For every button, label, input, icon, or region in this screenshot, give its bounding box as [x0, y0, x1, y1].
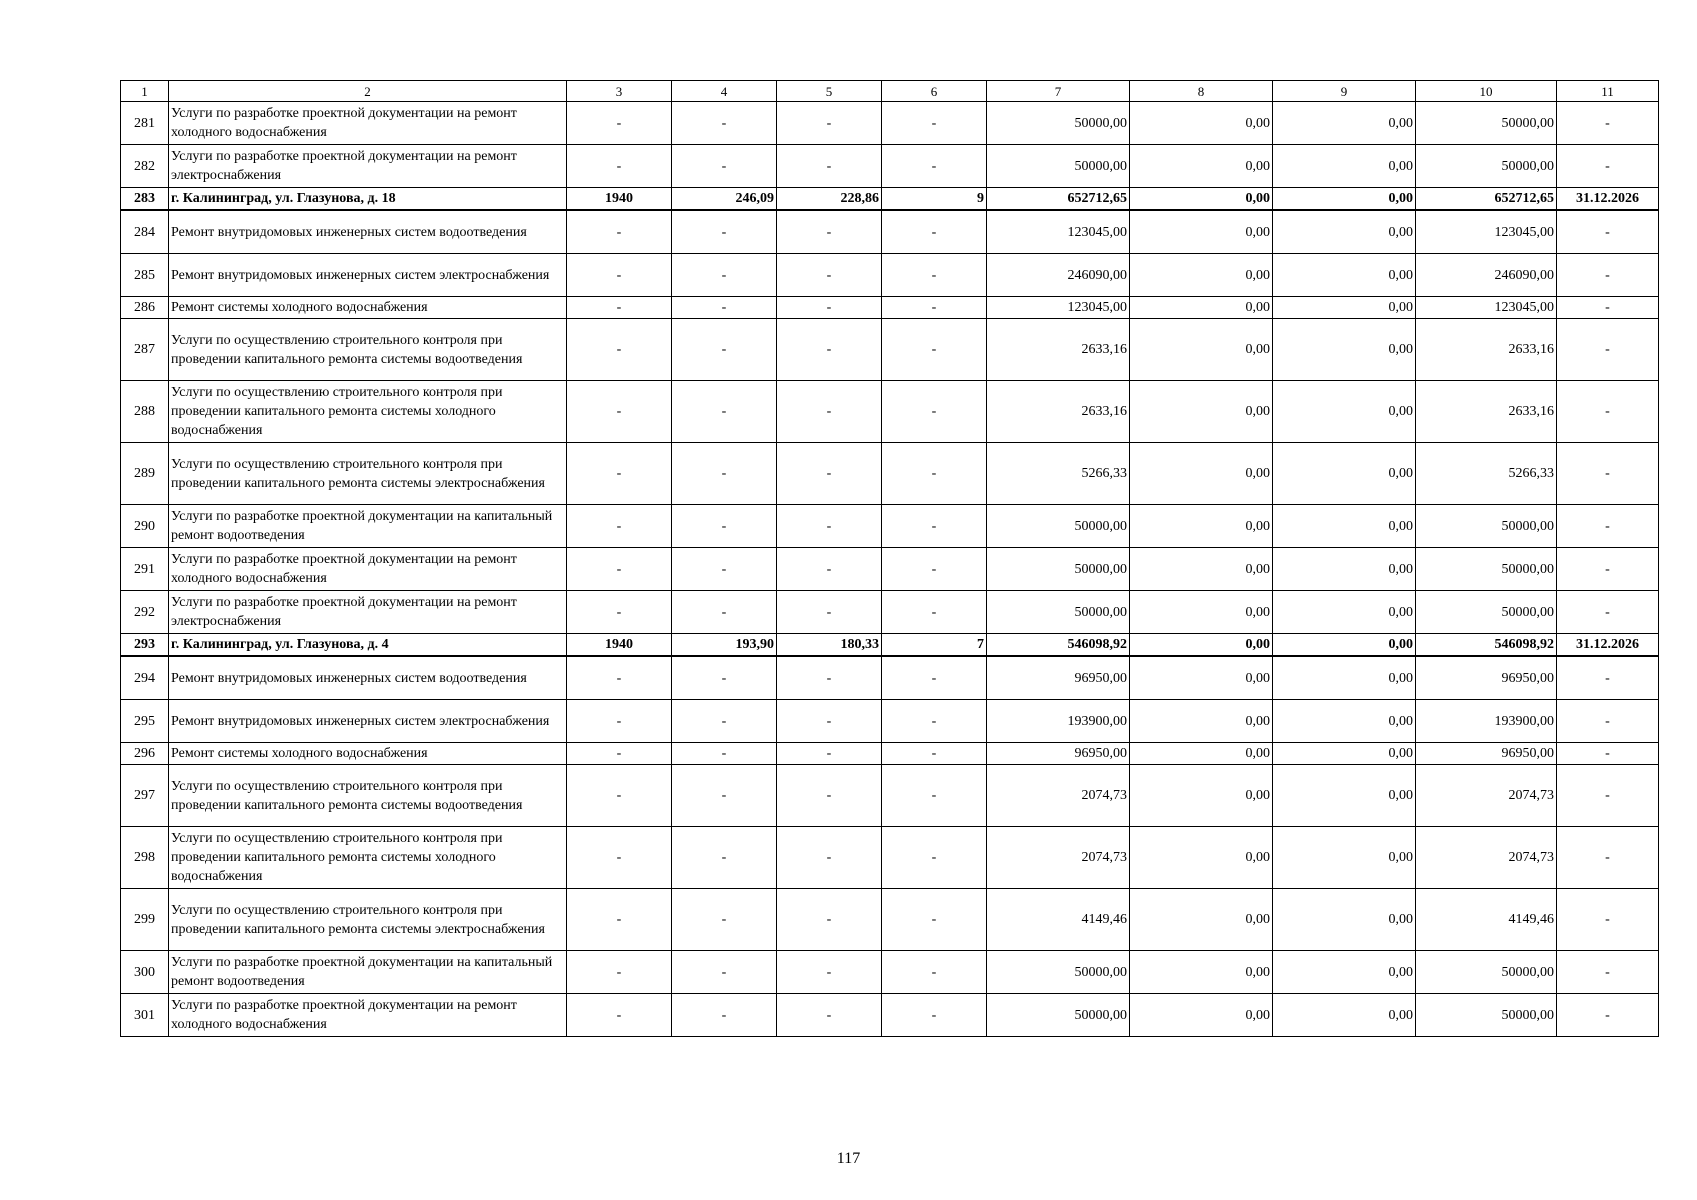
col-5-value: -	[777, 743, 882, 765]
col-4-value: -	[672, 254, 777, 297]
col-11-deadline: -	[1557, 743, 1659, 765]
col-3-value: -	[567, 889, 672, 951]
work-description: Услуги по разработке проектной документации на ремонт электроснабжения	[169, 145, 567, 188]
work-item-row	[121, 210, 1659, 254]
col-4-value: -	[672, 591, 777, 634]
col-4-value: -	[672, 700, 777, 743]
row-number: 283	[121, 188, 169, 211]
col-10-amount: 5266,33	[1416, 443, 1557, 505]
col-6-value: -	[882, 443, 987, 505]
work-description: Услуги по осуществлению строительного контроля при проведении капитального ремонта системы водоотведения	[169, 319, 567, 381]
col-9-amount: 0,00	[1273, 505, 1416, 548]
col-5-value: -	[777, 297, 882, 319]
col-7-amount: 50000,00	[987, 548, 1130, 591]
col-7-amount: 50000,00	[987, 505, 1130, 548]
col-10-amount: 50000,00	[1416, 102, 1557, 145]
col-5-value: -	[777, 102, 882, 145]
row-number: 292	[121, 591, 169, 634]
col-6-value: -	[882, 319, 987, 381]
page-number: 117	[836, 1150, 861, 1167]
col-4-value: 246,09	[672, 188, 777, 211]
col-4-value: -	[672, 443, 777, 505]
column-number: 9	[1273, 81, 1416, 102]
work-description: Услуги по осуществлению строительного контроля при проведении капитального ремонта системы холодного водоснабжения	[169, 381, 567, 443]
work-description: Услуги по осуществлению строительного контроля при проведении капитального ремонта системы холодного водоснабжения	[169, 827, 567, 889]
col-3-value: -	[567, 743, 672, 765]
col-11-deadline: -	[1557, 889, 1659, 951]
row-number: 295	[121, 700, 169, 743]
col-5-value: -	[777, 591, 882, 634]
col-8-amount: 0,00	[1130, 591, 1273, 634]
address-row	[121, 634, 1659, 657]
col-4-value: -	[672, 889, 777, 951]
col-5-value: -	[777, 656, 882, 700]
col-9-amount: 0,00	[1273, 319, 1416, 381]
row-number: 291	[121, 548, 169, 591]
col-9-amount: 0,00	[1273, 297, 1416, 319]
col-6-value: -	[882, 548, 987, 591]
col-9-amount: 0,00	[1273, 656, 1416, 700]
col-6-value: -	[882, 210, 987, 254]
col-3-value: -	[567, 381, 672, 443]
col-8-amount: 0,00	[1130, 889, 1273, 951]
col-10-amount: 96950,00	[1416, 656, 1557, 700]
work-description: Ремонт системы холодного водоснабжения	[169, 743, 567, 765]
work-description: Ремонт системы холодного водоснабжения	[169, 297, 567, 319]
col-3-value: -	[567, 102, 672, 145]
col-11-deadline: -	[1557, 254, 1659, 297]
row-number: 290	[121, 505, 169, 548]
col-10-amount: 4149,46	[1416, 889, 1557, 951]
work-item-row	[121, 319, 1659, 381]
col-6-value: -	[882, 102, 987, 145]
col-4-value: 193,90	[672, 634, 777, 657]
col-6-value: -	[882, 145, 987, 188]
col-5-value: 228,86	[777, 188, 882, 211]
col-5-value: -	[777, 700, 882, 743]
col-4-value: -	[672, 765, 777, 827]
col-3-value: -	[567, 951, 672, 994]
work-item-row	[121, 505, 1659, 548]
col-4-value: -	[672, 145, 777, 188]
col-5-value: -	[777, 548, 882, 591]
col-8-amount: 0,00	[1130, 145, 1273, 188]
col-7-amount: 50000,00	[987, 102, 1130, 145]
col-8-amount: 0,00	[1130, 994, 1273, 1037]
col-7-amount: 5266,33	[987, 443, 1130, 505]
col-7-amount: 50000,00	[987, 591, 1130, 634]
work-description: Ремонт внутридомовых инженерных систем водоотведения	[169, 656, 567, 700]
col-11-deadline: -	[1557, 145, 1659, 188]
col-10-amount: 193900,00	[1416, 700, 1557, 743]
col-11-deadline: -	[1557, 381, 1659, 443]
work-description: Услуги по разработке проектной документации на ремонт холодного водоснабжения	[169, 548, 567, 591]
work-item-row	[121, 297, 1659, 319]
col-7-amount: 50000,00	[987, 145, 1130, 188]
row-number: 286	[121, 297, 169, 319]
col-9-amount: 0,00	[1273, 102, 1416, 145]
col-6-value: -	[882, 951, 987, 994]
work-description: Ремонт внутридомовых инженерных систем электроснабжения	[169, 254, 567, 297]
col-3-value: -	[567, 548, 672, 591]
col-7-amount: 96950,00	[987, 656, 1130, 700]
col-5-value: -	[777, 381, 882, 443]
col-9-amount: 0,00	[1273, 827, 1416, 889]
col-6-value: 7	[882, 634, 987, 657]
col-7-amount: 4149,46	[987, 889, 1130, 951]
work-description: Услуги по осуществлению строительного контроля при проведении капитального ремонта системы водоотведения	[169, 765, 567, 827]
col-3-value: -	[567, 297, 672, 319]
col-7-amount: 50000,00	[987, 994, 1130, 1037]
work-description: Услуги по осуществлению строительного контроля при проведении капитального ремонта системы электроснабжения	[169, 889, 567, 951]
col-6-value: -	[882, 656, 987, 700]
work-item-row	[121, 591, 1659, 634]
col-7-amount: 50000,00	[987, 951, 1130, 994]
col-6-value: -	[882, 591, 987, 634]
col-6-value: -	[882, 765, 987, 827]
col-8-amount: 0,00	[1130, 656, 1273, 700]
col-9-amount: 0,00	[1273, 743, 1416, 765]
col-7-amount: 96950,00	[987, 743, 1130, 765]
col-3-value: -	[567, 505, 672, 548]
col-8-amount: 0,00	[1130, 548, 1273, 591]
col-9-amount: 0,00	[1273, 210, 1416, 254]
col-9-amount: 0,00	[1273, 188, 1416, 211]
col-6-value: -	[882, 700, 987, 743]
col-10-amount: 50000,00	[1416, 951, 1557, 994]
row-number: 298	[121, 827, 169, 889]
col-3-value: 1940	[567, 634, 672, 657]
work-description: Услуги по разработке проектной документации на капитальный ремонт водоотведения	[169, 951, 567, 994]
work-description: Ремонт внутридомовых инженерных систем водоотведения	[169, 210, 567, 254]
row-number: 287	[121, 319, 169, 381]
work-item-row	[121, 656, 1659, 700]
work-item-row	[121, 145, 1659, 188]
col-5-value: -	[777, 505, 882, 548]
col-9-amount: 0,00	[1273, 700, 1416, 743]
col-10-amount: 50000,00	[1416, 145, 1557, 188]
column-number: 5	[777, 81, 882, 102]
col-11-deadline: -	[1557, 951, 1659, 994]
column-number: 3	[567, 81, 672, 102]
col-5-value: -	[777, 443, 882, 505]
col-4-value: -	[672, 548, 777, 591]
work-item-row	[121, 994, 1659, 1037]
col-4-value: -	[672, 102, 777, 145]
col-3-value: -	[567, 210, 672, 254]
column-number: 10	[1416, 81, 1557, 102]
col-8-amount: 0,00	[1130, 443, 1273, 505]
col-4-value: -	[672, 994, 777, 1037]
col-5-value: -	[777, 951, 882, 994]
col-8-amount: 0,00	[1130, 700, 1273, 743]
col-8-amount: 0,00	[1130, 297, 1273, 319]
col-4-value: -	[672, 951, 777, 994]
col-9-amount: 0,00	[1273, 381, 1416, 443]
col-3-value: 1940	[567, 188, 672, 211]
col-8-amount: 0,00	[1130, 319, 1273, 381]
col-3-value: -	[567, 656, 672, 700]
col-4-value: -	[672, 505, 777, 548]
col-9-amount: 0,00	[1273, 765, 1416, 827]
col-6-value: -	[882, 827, 987, 889]
col-10-amount: 2633,16	[1416, 319, 1557, 381]
col-3-value: -	[567, 319, 672, 381]
col-6-value: -	[882, 254, 987, 297]
col-11-deadline: -	[1557, 548, 1659, 591]
col-11-deadline: -	[1557, 443, 1659, 505]
col-7-amount: 652712,65	[987, 188, 1130, 211]
col-7-amount: 2074,73	[987, 765, 1130, 827]
work-description: Услуги по разработке проектной документации на ремонт холодного водоснабжения	[169, 994, 567, 1037]
document-sheet	[120, 80, 1658, 1037]
col-8-amount: 0,00	[1130, 210, 1273, 254]
col-10-amount: 2074,73	[1416, 765, 1557, 827]
col-6-value: -	[882, 994, 987, 1037]
col-4-value: -	[672, 297, 777, 319]
col-10-amount: 246090,00	[1416, 254, 1557, 297]
work-item-row	[121, 700, 1659, 743]
col-11-deadline: -	[1557, 319, 1659, 381]
col-8-amount: 0,00	[1130, 827, 1273, 889]
col-7-amount: 123045,00	[987, 210, 1130, 254]
col-10-amount: 50000,00	[1416, 591, 1557, 634]
col-3-value: -	[567, 591, 672, 634]
row-number: 301	[121, 994, 169, 1037]
row-number: 299	[121, 889, 169, 951]
col-5-value: -	[777, 827, 882, 889]
row-number: 282	[121, 145, 169, 188]
row-number: 294	[121, 656, 169, 700]
col-9-amount: 0,00	[1273, 548, 1416, 591]
col-5-value: -	[777, 765, 882, 827]
row-number: 293	[121, 634, 169, 657]
row-number: 284	[121, 210, 169, 254]
work-item-row	[121, 443, 1659, 505]
work-description: Услуги по разработке проектной документации на ремонт электроснабжения	[169, 591, 567, 634]
col-9-amount: 0,00	[1273, 634, 1416, 657]
col-5-value: -	[777, 145, 882, 188]
col-3-value: -	[567, 994, 672, 1037]
col-11-deadline: -	[1557, 656, 1659, 700]
col-4-value: -	[672, 319, 777, 381]
col-3-value: -	[567, 443, 672, 505]
col-9-amount: 0,00	[1273, 145, 1416, 188]
work-description: Услуги по разработке проектной документации на ремонт холодного водоснабжения	[169, 102, 567, 145]
row-number: 288	[121, 381, 169, 443]
work-item-row	[121, 548, 1659, 591]
column-number: 1	[121, 81, 169, 102]
col-7-amount: 2633,16	[987, 381, 1130, 443]
col-8-amount: 0,00	[1130, 634, 1273, 657]
col-5-value: -	[777, 210, 882, 254]
col-10-amount: 2074,73	[1416, 827, 1557, 889]
col-11-deadline: -	[1557, 210, 1659, 254]
col-7-amount: 2074,73	[987, 827, 1130, 889]
row-number: 281	[121, 102, 169, 145]
column-number: 2	[169, 81, 567, 102]
col-5-value: 180,33	[777, 634, 882, 657]
col-6-value: 9	[882, 188, 987, 211]
col-8-amount: 0,00	[1130, 765, 1273, 827]
col-5-value: -	[777, 254, 882, 297]
work-item-row	[121, 102, 1659, 145]
col-4-value: -	[672, 656, 777, 700]
col-3-value: -	[567, 145, 672, 188]
col-8-amount: 0,00	[1130, 381, 1273, 443]
work-item-row	[121, 889, 1659, 951]
col-4-value: -	[672, 381, 777, 443]
col-10-amount: 123045,00	[1416, 210, 1557, 254]
col-9-amount: 0,00	[1273, 254, 1416, 297]
col-8-amount: 0,00	[1130, 505, 1273, 548]
col-10-amount: 50000,00	[1416, 505, 1557, 548]
col-6-value: -	[882, 297, 987, 319]
col-10-amount: 652712,65	[1416, 188, 1557, 211]
work-item-row	[121, 951, 1659, 994]
col-10-amount: 2633,16	[1416, 381, 1557, 443]
col-4-value: -	[672, 743, 777, 765]
column-number: 6	[882, 81, 987, 102]
col-4-value: -	[672, 210, 777, 254]
col-11-deadline: -	[1557, 505, 1659, 548]
col-5-value: -	[777, 889, 882, 951]
column-number: 4	[672, 81, 777, 102]
col-10-amount: 50000,00	[1416, 994, 1557, 1037]
col-10-amount: 96950,00	[1416, 743, 1557, 765]
col-7-amount: 193900,00	[987, 700, 1130, 743]
work-description: Ремонт внутридомовых инженерных систем электроснабжения	[169, 700, 567, 743]
col-11-deadline: -	[1557, 827, 1659, 889]
work-item-row	[121, 827, 1659, 889]
col-5-value: -	[777, 994, 882, 1037]
col-7-amount: 546098,92	[987, 634, 1130, 657]
col-11-deadline: -	[1557, 765, 1659, 827]
row-number: 300	[121, 951, 169, 994]
col-8-amount: 0,00	[1130, 951, 1273, 994]
col-7-amount: 246090,00	[987, 254, 1130, 297]
col-3-value: -	[567, 827, 672, 889]
col-9-amount: 0,00	[1273, 443, 1416, 505]
capital-repair-table	[120, 80, 1659, 1037]
column-number: 7	[987, 81, 1130, 102]
col-9-amount: 0,00	[1273, 951, 1416, 994]
col-11-deadline: -	[1557, 994, 1659, 1037]
col-7-amount: 2633,16	[987, 319, 1130, 381]
col-3-value: -	[567, 700, 672, 743]
col-5-value: -	[777, 319, 882, 381]
work-description: Услуги по разработке проектной документации на капитальный ремонт водоотведения	[169, 505, 567, 548]
work-description: г. Калининград, ул. Глазунова, д. 18	[169, 188, 567, 211]
col-11-deadline: -	[1557, 700, 1659, 743]
work-item-row	[121, 381, 1659, 443]
col-6-value: -	[882, 743, 987, 765]
col-6-value: -	[882, 505, 987, 548]
col-11-deadline: 31.12.2026	[1557, 188, 1659, 211]
col-11-deadline: 31.12.2026	[1557, 634, 1659, 657]
col-7-amount: 123045,00	[987, 297, 1130, 319]
col-3-value: -	[567, 254, 672, 297]
col-11-deadline: -	[1557, 297, 1659, 319]
col-8-amount: 0,00	[1130, 102, 1273, 145]
row-number: 296	[121, 743, 169, 765]
row-number: 297	[121, 765, 169, 827]
col-8-amount: 0,00	[1130, 254, 1273, 297]
col-8-amount: 0,00	[1130, 188, 1273, 211]
col-6-value: -	[882, 889, 987, 951]
row-number: 285	[121, 254, 169, 297]
work-description: г. Калининград, ул. Глазунова, д. 4	[169, 634, 567, 657]
column-number-row	[121, 81, 1659, 102]
column-number: 11	[1557, 81, 1659, 102]
row-number: 289	[121, 443, 169, 505]
column-number: 8	[1130, 81, 1273, 102]
col-9-amount: 0,00	[1273, 591, 1416, 634]
address-row	[121, 188, 1659, 211]
col-11-deadline: -	[1557, 102, 1659, 145]
col-10-amount: 546098,92	[1416, 634, 1557, 657]
col-10-amount: 50000,00	[1416, 548, 1557, 591]
work-item-row	[121, 743, 1659, 765]
col-6-value: -	[882, 381, 987, 443]
col-8-amount: 0,00	[1130, 743, 1273, 765]
col-9-amount: 0,00	[1273, 889, 1416, 951]
work-item-row	[121, 765, 1659, 827]
col-11-deadline: -	[1557, 591, 1659, 634]
work-item-row	[121, 254, 1659, 297]
col-9-amount: 0,00	[1273, 994, 1416, 1037]
col-3-value: -	[567, 765, 672, 827]
col-10-amount: 123045,00	[1416, 297, 1557, 319]
work-description: Услуги по осуществлению строительного контроля при проведении капитального ремонта системы электроснабжения	[169, 443, 567, 505]
col-4-value: -	[672, 827, 777, 889]
